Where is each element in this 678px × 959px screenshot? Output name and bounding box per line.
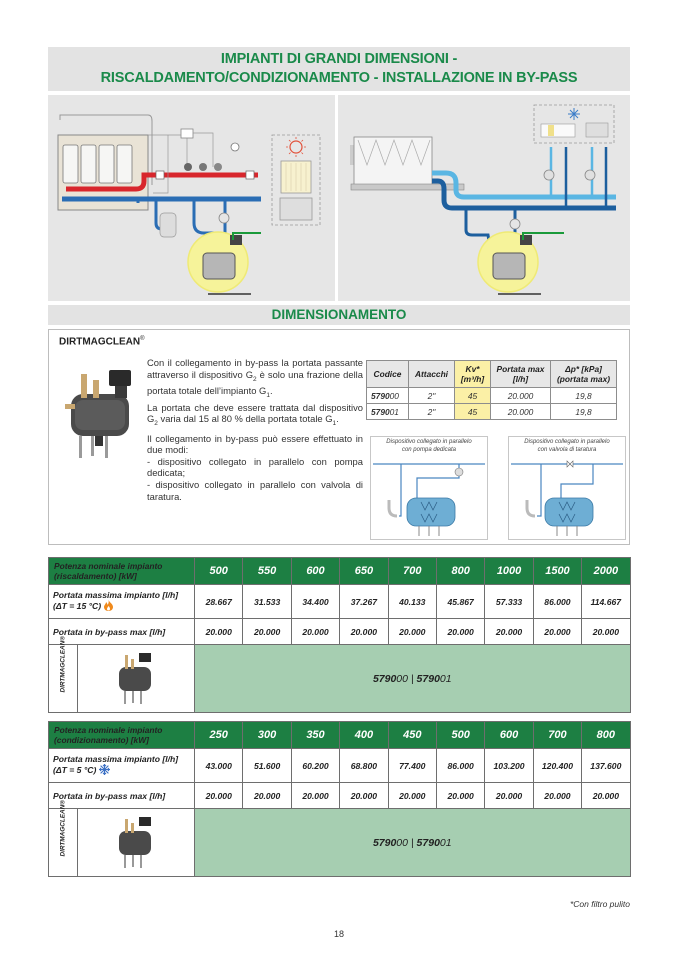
installation-schemes	[48, 95, 630, 301]
flow-value: 45.867	[436, 585, 484, 619]
flame-icon	[104, 600, 113, 613]
bypass-value: 20.000	[582, 619, 630, 645]
power-value: 600	[485, 722, 533, 749]
kv-cell: 45	[455, 388, 491, 404]
power-value: 800	[582, 722, 630, 749]
cooling-sizing-table	[48, 721, 631, 877]
code-cell: 579000	[367, 388, 409, 404]
footnote: *Con filtro pulito	[569, 899, 630, 909]
bypass-value: 20.000	[582, 783, 630, 809]
bypass-flow-row	[49, 619, 631, 645]
bypass-value: 20.000	[436, 619, 484, 645]
section-title: DIMENSIONAMENTO	[48, 305, 630, 325]
diagram-valve: Dispositivo collegato in parallelo con valvola di taratura	[508, 436, 626, 540]
flow-value: 60.200	[291, 749, 339, 783]
table-row	[367, 388, 617, 404]
product-image	[57, 352, 145, 462]
flow-value: 86.000	[436, 749, 484, 783]
flow-value: 114.667	[582, 585, 630, 619]
bypass-flow-label: Portata in by-pass max [l/h]	[49, 619, 195, 645]
flow-value: 86.000	[533, 585, 581, 619]
bypass-value: 20.000	[340, 619, 388, 645]
portata-cell: 20.000	[491, 388, 551, 404]
desc-paragraph-2: Il collegamento in by-pass può essere effettuato in due modi: - dispositivo collegato in parallelo con pompa dedicata; - dispositivo collegato in parallelo con valvola di taratura.	[147, 432, 363, 502]
cooling-scheme-diagram	[338, 95, 630, 301]
product-codes: 579000 | 579001	[195, 809, 631, 877]
bypass-value: 20.000	[243, 619, 291, 645]
power-label: Potenza nominale impianto (riscaldamento) [kW]	[49, 558, 195, 585]
col-header-portata-max: Portata max [l/h]	[491, 361, 551, 388]
power-value: 300	[243, 722, 291, 749]
page-title	[48, 47, 630, 91]
attacchi-cell: 2"	[409, 404, 455, 420]
power-value: 2000	[582, 558, 630, 585]
bypass-flow-label: Portata in by-pass max [l/h]	[49, 783, 195, 809]
flow-value: 40.133	[388, 585, 436, 619]
snowflake-icon	[99, 764, 110, 777]
power-header-row	[49, 558, 631, 585]
power-value: 550	[243, 558, 291, 585]
portata-cell: 20.000	[491, 404, 551, 420]
power-value: 600	[291, 558, 339, 585]
title-line-1: IMPIANTI DI GRANDI DIMENSIONI -	[220, 51, 458, 67]
heating-scheme-diagram	[48, 95, 335, 301]
bypass-flow-row	[49, 783, 631, 809]
flow-value: 28.667	[195, 585, 243, 619]
max-flow-label: Portata massima impianto [l/h] (ΔT = 5 °C)	[49, 749, 195, 783]
table-row	[367, 404, 617, 420]
page-number: 18	[333, 929, 344, 939]
flow-value: 31.533	[243, 585, 291, 619]
flow-value: 37.267	[340, 585, 388, 619]
power-value: 700	[533, 722, 581, 749]
flow-value: 137.600	[582, 749, 630, 783]
power-label: Potenza nominale impianto (condizionamento) [kW]	[49, 722, 195, 749]
flow-value: 43.000	[195, 749, 243, 783]
bypass-value: 20.000	[388, 783, 436, 809]
flow-value: 57.333	[485, 585, 533, 619]
flow-value: 103.200	[485, 749, 533, 783]
product-row	[49, 809, 631, 877]
product-codes: 579000 | 579001	[195, 645, 631, 713]
title-line-2: RISCALDAMENTO/CONDIZIONAMENTO - INSTALLAZIONE IN BY-PASS	[100, 70, 578, 86]
desc-paragraph-1: Con il collegamento in by-pass la portata passante attraverso il dispositivo $G_2$ è solo una frazione della portata totale dell’impianto $G_1$. La portata che deve essere trattata dal dispositivo $G_2$ varia dal 15 al 80 % della portata totale $G_1$.	[147, 357, 363, 427]
product-name: DIRTMAGCLEAN®	[59, 336, 145, 348]
max-flow-row	[49, 585, 631, 619]
bypass-value: 20.000	[243, 783, 291, 809]
bypass-value: 20.000	[533, 619, 581, 645]
flow-value: 34.400	[291, 585, 339, 619]
product-thumbnail	[78, 809, 195, 877]
bypass-value: 20.000	[388, 619, 436, 645]
diagram-pump: Dispositivo collegato in parallelo con pompa dedicata	[370, 436, 488, 540]
product-vertical-label: DIRTMAGCLEAN®	[49, 809, 78, 877]
power-value: 800	[436, 558, 484, 585]
sun-icon	[286, 137, 306, 157]
product-box	[48, 329, 630, 545]
power-value: 500	[436, 722, 484, 749]
heating-sizing-table	[48, 557, 631, 713]
dp-cell: 19,8	[551, 388, 617, 404]
flow-value: 68.800	[340, 749, 388, 783]
max-flow-row	[49, 749, 631, 783]
spec-table	[366, 360, 617, 420]
col-header-attacchi: Attacchi	[409, 361, 455, 388]
flow-value: 77.400	[388, 749, 436, 783]
bypass-value: 20.000	[291, 783, 339, 809]
col-header-codice: Codice	[367, 361, 409, 388]
power-value: 1000	[485, 558, 533, 585]
bypass-value: 20.000	[485, 619, 533, 645]
power-value: 700	[388, 558, 436, 585]
power-value: 650	[340, 558, 388, 585]
power-value: 1500	[533, 558, 581, 585]
col-header-dp: Δp* [kPa] (portata max)	[551, 361, 617, 388]
attacchi-cell: 2"	[409, 388, 455, 404]
dp-cell: 19,8	[551, 404, 617, 420]
code-cell: 579001	[367, 404, 409, 420]
power-header-row	[49, 722, 631, 749]
snowflake-icon	[568, 108, 580, 120]
product-vertical-label: DIRTMAGCLEAN®	[49, 645, 78, 713]
bypass-value: 20.000	[195, 619, 243, 645]
product-thumbnail	[78, 645, 195, 713]
bypass-value: 20.000	[485, 783, 533, 809]
flow-value: 51.600	[243, 749, 291, 783]
bypass-value: 20.000	[340, 783, 388, 809]
bypass-value: 20.000	[291, 619, 339, 645]
power-value: 250	[195, 722, 243, 749]
product-row	[49, 645, 631, 713]
power-value: 400	[340, 722, 388, 749]
col-header-kv: Kv* [m³/h]	[455, 361, 491, 388]
power-value: 450	[388, 722, 436, 749]
bypass-value: 20.000	[533, 783, 581, 809]
power-value: 500	[195, 558, 243, 585]
bypass-value: 20.000	[436, 783, 484, 809]
power-value: 350	[291, 722, 339, 749]
flow-value: 120.400	[533, 749, 581, 783]
kv-cell: 45	[455, 404, 491, 420]
bypass-value: 20.000	[195, 783, 243, 809]
max-flow-label: Portata massima impianto [l/h] (ΔT = 15 °C)	[49, 585, 195, 619]
product-description	[147, 357, 363, 505]
